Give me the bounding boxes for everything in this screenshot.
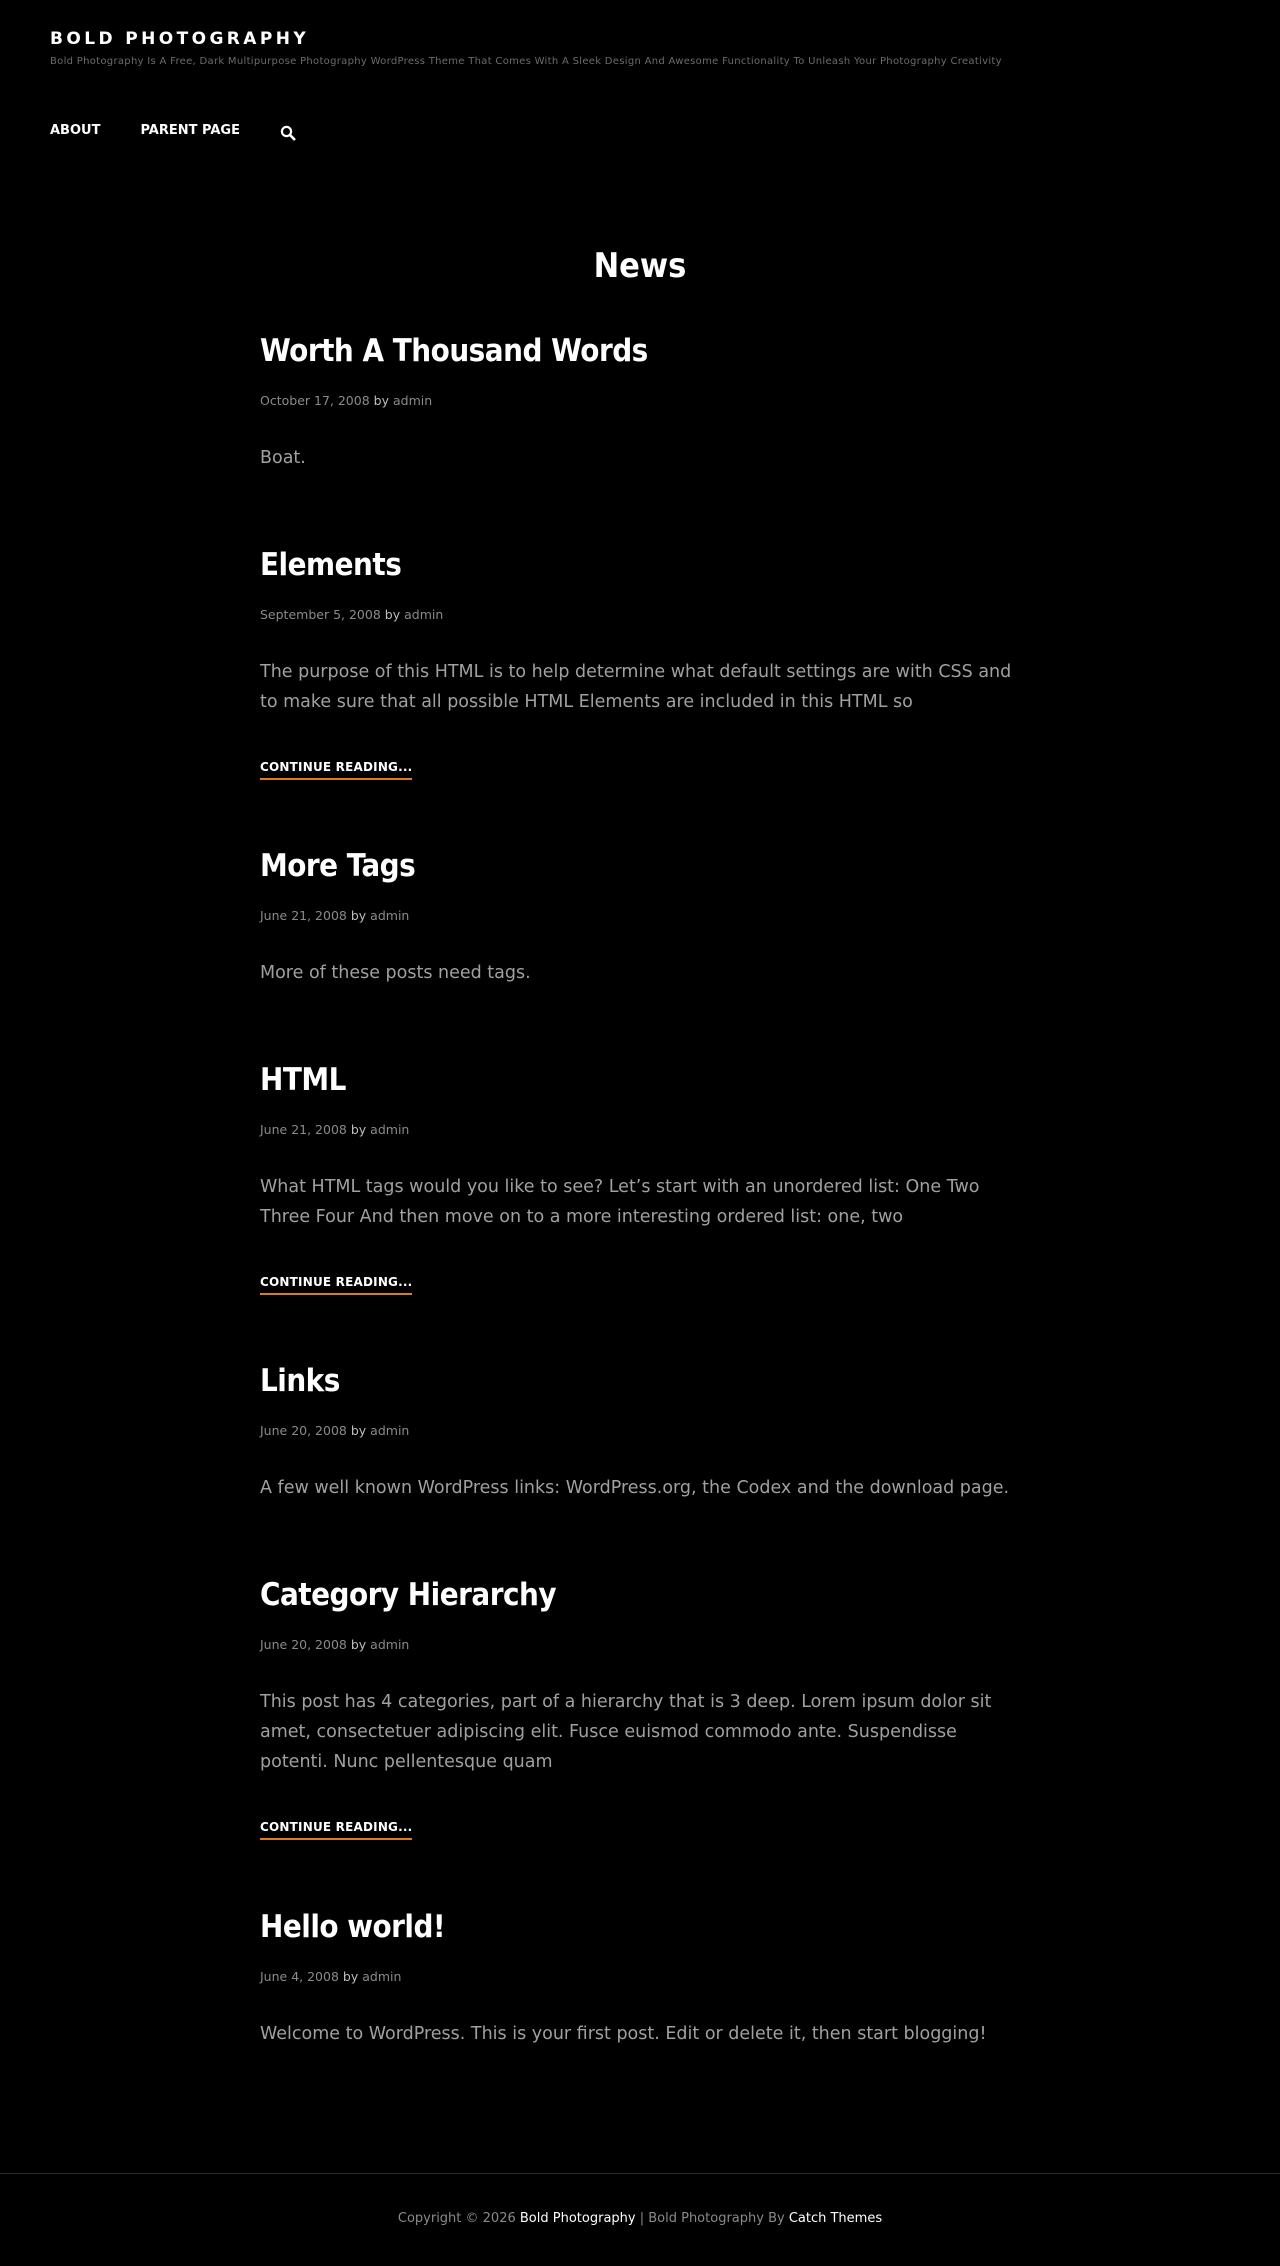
footer-theme-link[interactable]: Catch Themes xyxy=(788,2211,883,2226)
post-title[interactable]: Elements xyxy=(260,547,402,583)
site-footer xyxy=(0,2210,1280,2228)
post-author[interactable]: admin xyxy=(404,607,444,622)
post-title[interactable]: Links xyxy=(260,1363,340,1399)
post xyxy=(260,1058,1020,1289)
post-by: by xyxy=(384,607,401,622)
post-by: by xyxy=(350,1637,367,1652)
post-excerpt: The purpose of this HTML is to help determine what default settings are with CSS and to make sure that all possible HTML Elements are included in this HTML so xyxy=(260,662,1012,712)
continue-reading-link[interactable]: CONTINUE READING... xyxy=(260,1274,412,1295)
post-meta xyxy=(260,1969,401,1985)
post xyxy=(260,1359,1020,1498)
post-author[interactable]: admin xyxy=(370,908,410,923)
post-author[interactable]: admin xyxy=(370,1423,410,1438)
post-title[interactable]: More Tags xyxy=(260,848,416,884)
search-icon[interactable] xyxy=(280,125,296,141)
footer-site-link[interactable]: Bold Photography xyxy=(519,2211,636,2226)
post-excerpt: Welcome to WordPress. This is your first post. Edit or delete it, then start blogging! xyxy=(260,2024,987,2044)
post-title[interactable]: Hello world! xyxy=(260,1909,446,1945)
post-excerpt: Boat. xyxy=(260,448,306,468)
post-author[interactable]: admin xyxy=(370,1122,410,1137)
post-author[interactable]: admin xyxy=(392,393,433,408)
site-title[interactable]: BOLD PHOTOGRAPHY xyxy=(50,29,310,49)
post-date[interactable]: June 20, 2008 xyxy=(260,1637,347,1652)
post-meta xyxy=(260,1637,409,1653)
continue-reading-link[interactable]: CONTINUE READING... xyxy=(260,759,412,780)
site-header xyxy=(50,28,1230,69)
post-meta xyxy=(260,607,443,623)
post-date[interactable]: September 5, 2008 xyxy=(260,607,381,622)
post-excerpt: A few well known WordPress links: WordPress.org, the Codex and the download page. xyxy=(260,1478,1010,1498)
post-title[interactable]: Category Hierarchy xyxy=(260,1577,557,1613)
post-meta xyxy=(260,1122,409,1138)
post-author[interactable]: admin xyxy=(370,1637,410,1652)
post-title[interactable]: Worth A Thousand Words xyxy=(260,333,648,369)
post-excerpt: More of these posts need tags. xyxy=(260,963,531,983)
page-title: News xyxy=(593,246,687,286)
post-date[interactable]: June 20, 2008 xyxy=(260,1423,347,1438)
post xyxy=(260,844,1020,983)
post-by: by xyxy=(350,1122,367,1137)
post-by: by xyxy=(342,1969,359,1984)
site-description: Bold Photography Is A Free, Dark Multipurpose Photography WordPress Theme That Comes With A Sleek Design And Awesome Functionality To Unleash Your Photography Creativity xyxy=(50,56,1002,67)
post-date[interactable]: June 21, 2008 xyxy=(260,1122,347,1137)
post xyxy=(260,1573,1020,1834)
post-by: by xyxy=(350,908,367,923)
post-meta xyxy=(260,393,432,409)
main-nav xyxy=(50,120,296,142)
post-meta xyxy=(260,908,409,924)
post xyxy=(260,1905,1020,2044)
nav-item-parent-page[interactable]: PARENT PAGE xyxy=(140,123,240,138)
post xyxy=(260,329,1020,468)
post xyxy=(260,543,1020,774)
post-title[interactable]: HTML xyxy=(260,1062,346,1098)
nav-item-about[interactable]: ABOUT xyxy=(50,123,101,138)
post-excerpt: This post has 4 categories, part of a hierarchy that is 3 deep. Lorem ipsum dolor sit amet, consectetuer adipiscing elit. Fusce euismod commodo ante. Suspendisse potenti. Nunc pellentesque quam xyxy=(260,1692,992,1772)
post-author[interactable]: admin xyxy=(362,1969,402,1984)
post-date[interactable]: June 4, 2008 xyxy=(260,1969,339,1984)
footer-copyright: Copyright © 2026 xyxy=(397,2211,520,2226)
post-meta xyxy=(260,1423,409,1439)
continue-reading-link[interactable]: CONTINUE READING... xyxy=(260,1819,412,1840)
post-by: by xyxy=(350,1423,367,1438)
footer-separator: | Bold Photography By xyxy=(635,2211,789,2226)
post-excerpt: What HTML tags would you like to see? Let’s start with an unordered list: One Two Three Four And then move on to a more interesting ordered list: one, two xyxy=(260,1177,980,1227)
post-date[interactable]: October 17, 2008 xyxy=(260,393,370,408)
post-by: by xyxy=(373,393,389,408)
post-date[interactable]: June 21, 2008 xyxy=(260,908,347,923)
footer-divider xyxy=(0,2173,1280,2174)
